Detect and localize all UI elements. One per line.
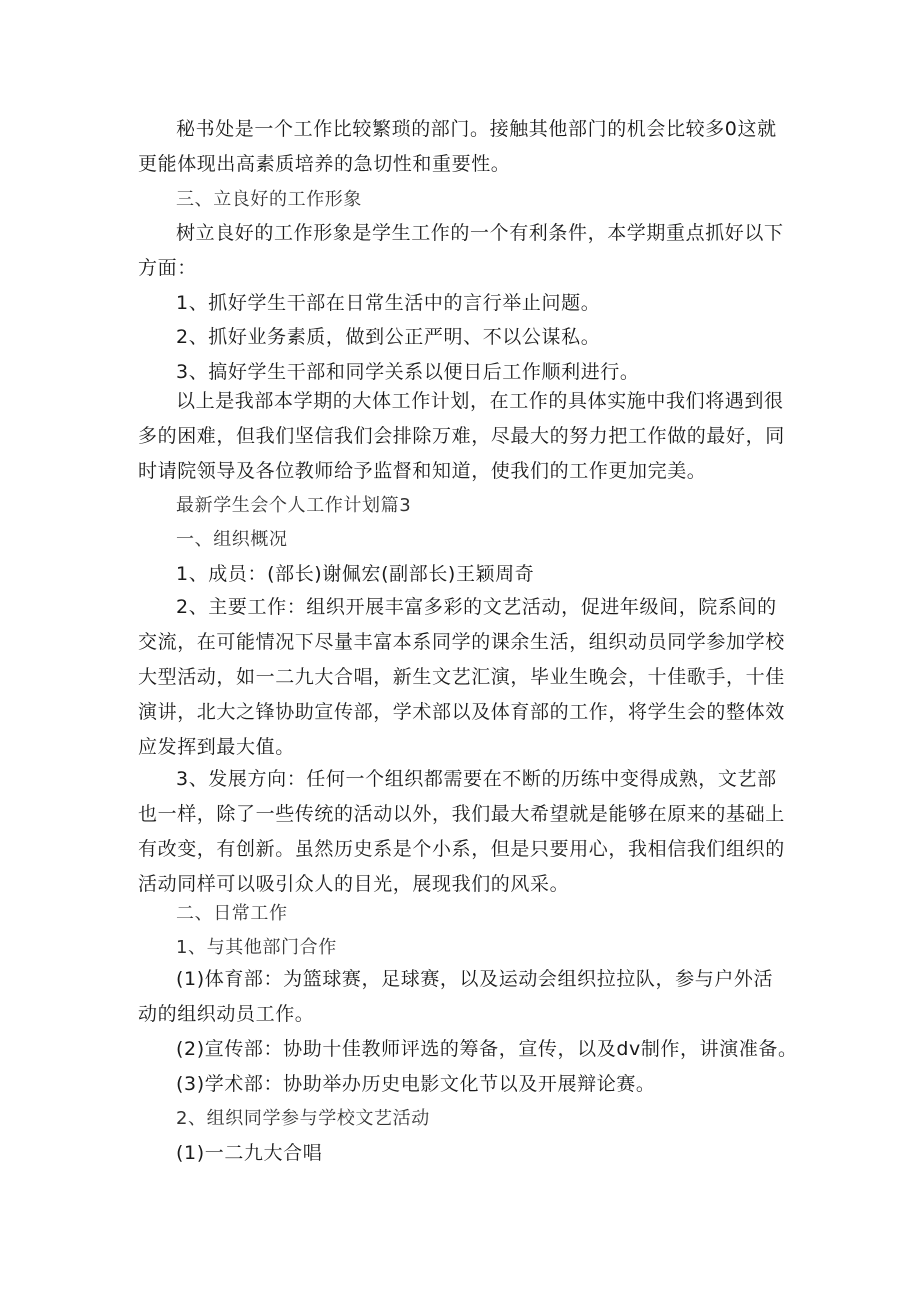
heading-daily-work: 二、日常工作 (176, 903, 288, 924)
paragraph-development: 3、发展方向：任何一个组织都需要在不断的历练中变得成熟，文艺部也一样，除了一些传统的活动以外，我们最大希望就是能够在原来的基础上有改变，有创新。虽然历史系是个小系，但是只要用心，我相信我们组织的活动同样可以吸引众人的目光，展现我们的风采。 (138, 768, 785, 895)
item-sports-department: (1)体育部：为篮球赛，足球赛，以及运动会组织拉拉队，参与户外活动的组织动员工作。 (138, 968, 774, 1025)
list-item-2: 2、抓好业务素质，做到公正严明、不以公谋私。 (176, 326, 601, 348)
subheading-school-activities: 2、组织同学参与学校文艺活动 (176, 1108, 430, 1129)
item-chorus: (1)一二九大合唱 (176, 1142, 323, 1164)
paragraph-main-work: 2、主要工作：组织开展丰富多彩的文艺活动，促进年级间，院系间的交流，在可能情况下尽量丰富本系同学的课余生活，组织动员同学参加学校大型活动，如一二九大合唱，新生文艺汇演，毕业生晚会，十佳歌手，十佳演讲，北大之锋协助宣传部，学术部以及体育部的工作，将学生会的整体效应发挥到最大值。 (138, 596, 785, 758)
section-title-plan-3: 最新学生会个人工作计划篇3 (176, 495, 412, 516)
list-item-1: 1、抓好学生干部在日常生活中的言行举止问题。 (176, 292, 601, 314)
paragraph-conclusion: 以上是我部本学期的大体工作计划，在工作的具体实施中我们将遇到很多的困难，但我们坚信我们会排除万难，尽最大的努力把工作做的最好，同时请院领导及各位教师给予监督和知道，使我们的工作更加完美。 (138, 390, 785, 482)
heading-work-image: 三、立良好的工作形象 (176, 189, 362, 210)
paragraph-work-image-intro: 树立良好的工作形象是学生工作的一个有利条件，本学期重点抓好以下方面： (138, 222, 784, 279)
heading-organization-overview: 一、组织概况 (176, 529, 288, 550)
item-publicity-department: (2)宣传部：协助十佳教师评选的筹备，宣传，以及dv制作，讲演准备。 (176, 1038, 798, 1060)
subheading-cooperation: 1、与其他部门合作 (176, 937, 337, 958)
paragraph-secretariat: 秘书处是一个工作比较繁琐的部门。接触其他部门的机会比较多0这就更能体现出高素质培养的急切性和重要性。 (138, 118, 777, 175)
list-item-3: 3、搞好学生干部和同学关系以便日后工作顺利进行。 (176, 361, 640, 383)
members-line: 1、成员：(部长)谢佩宏(副部长)王颖周奇 (176, 563, 535, 585)
item-academic-department: (3)学术部：协助举办历史电影文化节以及开展辩论赛。 (176, 1073, 656, 1095)
